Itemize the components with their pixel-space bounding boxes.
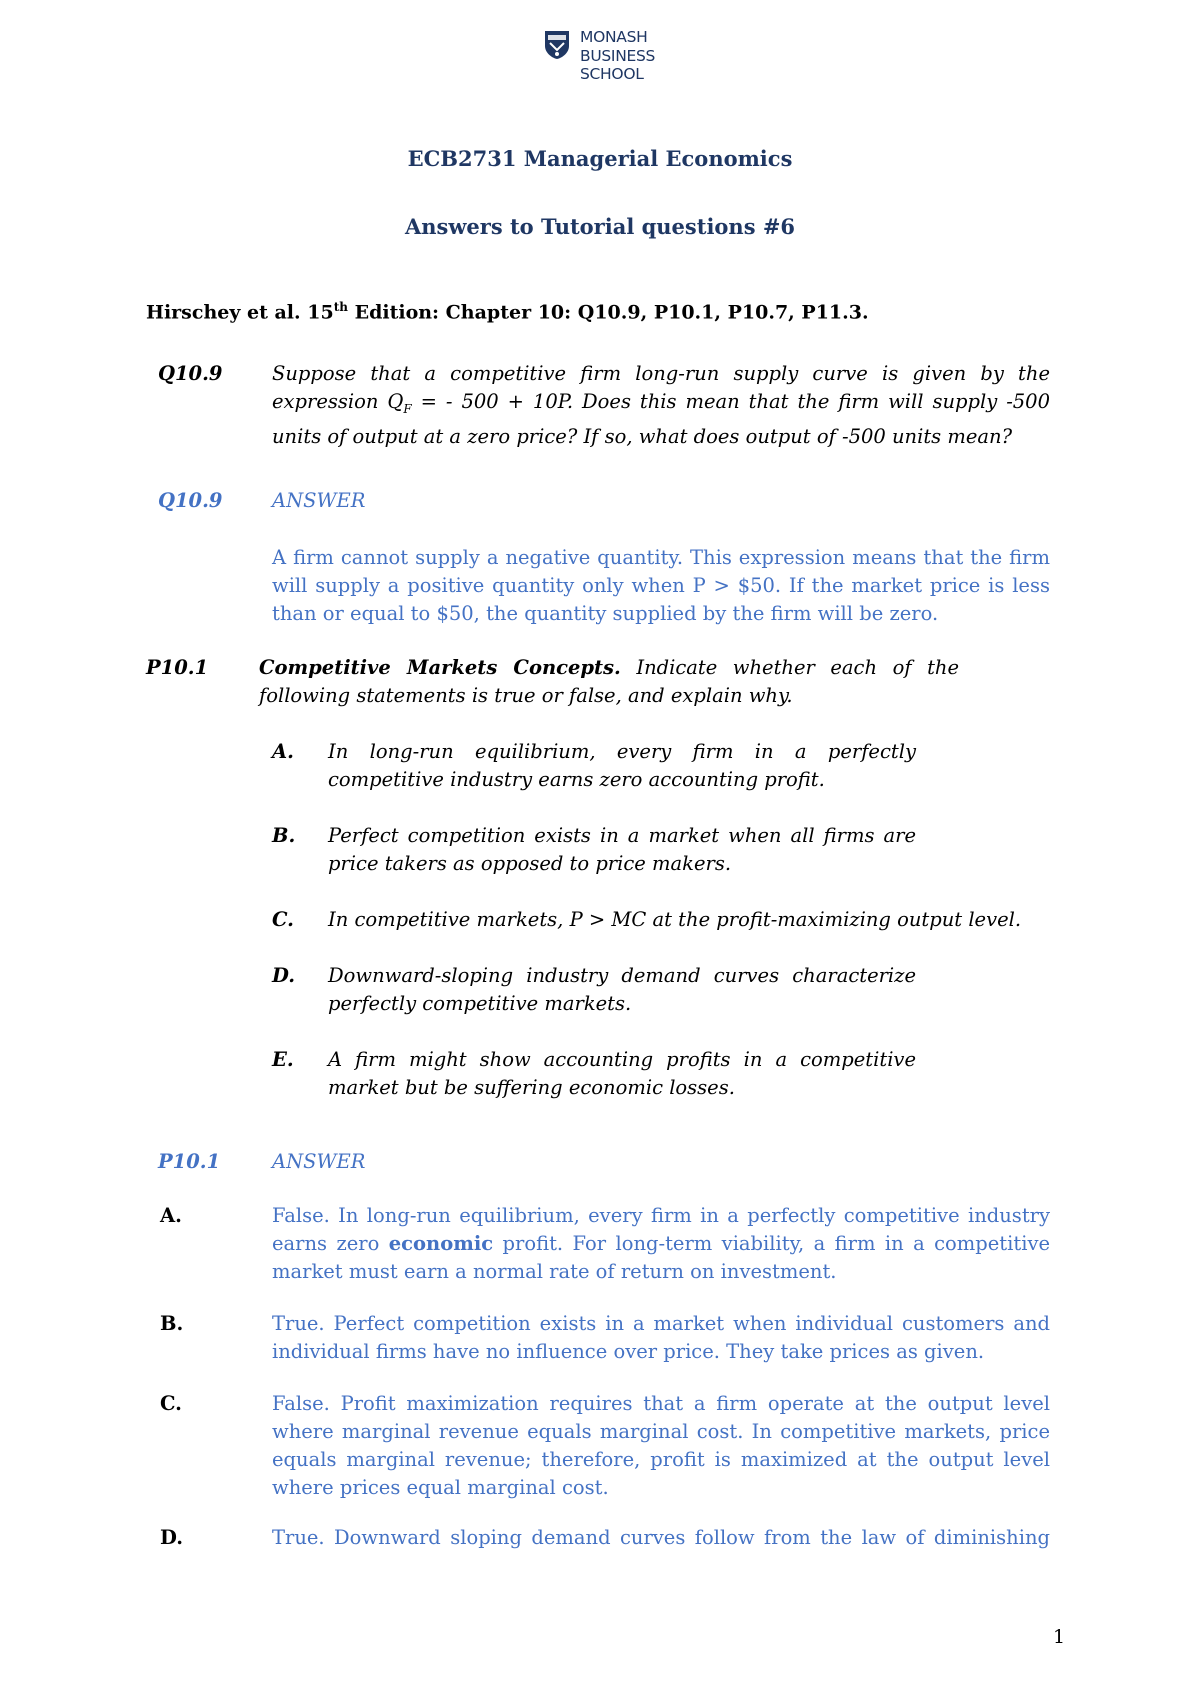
ref-sup: th	[333, 300, 348, 314]
answer-item-text	[272, 1202, 1050, 1286]
answer-item-text: True. Perfect competition exists in a market when individual customers and individual firms have no influence over price. They take prices as given.	[272, 1312, 1050, 1363]
ref-prefix: Hirschey et al. 15	[146, 301, 334, 324]
item-label: A.	[272, 740, 294, 763]
logo-line: MONASH	[580, 28, 648, 46]
answer-text: A firm cannot supply a negative quantity. This expression means that the firm will supply a positive quantity only when P > $50. If the market price is less than or equal to $50, the quantity supplied by the firm will be zero.	[272, 546, 1050, 625]
item-label: E.	[272, 1048, 294, 1071]
item-text: Perfect competition exists in a market when all firms are price takers as opposed to price makers.	[328, 824, 916, 875]
answer-item-label: D.	[160, 1526, 184, 1549]
question-line: units of output at a zero price? If so, what does output of -500 units mean?	[272, 424, 1013, 448]
item-label: C.	[272, 908, 294, 931]
problem-number: P10.1	[146, 656, 209, 679]
question-text	[272, 360, 1050, 451]
item-label: D.	[272, 964, 296, 987]
ref-suffix: Edition: Chapter 10: Q10.9, P10.1, P10.7, P11.3.	[347, 301, 869, 324]
answer-item-label: B.	[160, 1312, 184, 1335]
item-text: In long-run equilibrium, every firm in a perfectly competitive industry earns zero accounting profit.	[328, 740, 916, 791]
page-number: 1	[1053, 1626, 1066, 1648]
answer-a-bold: economic	[388, 1232, 494, 1255]
tutorial-subtitle: Answers to Tutorial questions #6	[404, 214, 796, 239]
item-text: Downward-sloping industry demand curves characterize perfectly competitive markets.	[328, 964, 916, 1015]
item-text: A firm might show accounting profits in a competitive market but be suffering economic losses.	[328, 1048, 916, 1099]
answer-item-text: False. Profit maximization requires that a firm operate at the output level where marginal revenue equals marginal cost. In competitive markets, price equals marginal revenue; therefore, profit is maximized at the output level where prices equal marginal cost.	[272, 1392, 1050, 1499]
answer-number: P10.1	[158, 1150, 221, 1173]
expr-post: = - 500 + 10P. Does this mean that the firm will supply -500	[411, 390, 1050, 413]
item-label: B.	[272, 824, 296, 847]
answer-number: Q10.9	[158, 489, 223, 512]
problem-lead-bold: Competitive Markets Concepts.	[259, 656, 621, 679]
logo-line: BUSINESS	[580, 46, 656, 65]
question-number: Q10.9	[158, 362, 223, 385]
problem-lead	[259, 654, 959, 710]
monash-crest-icon	[544, 30, 570, 60]
answer-item-label: C.	[160, 1392, 182, 1415]
monash-logo	[544, 28, 684, 84]
answer-heading: ANSWER	[272, 489, 366, 512]
answer-heading: ANSWER	[272, 1150, 366, 1173]
logo-line: SCHOOL	[580, 65, 644, 83]
chapter-reference	[146, 300, 869, 323]
answer-item-label: A.	[160, 1204, 182, 1227]
item-text: In competitive markets, P > MC at the profit-maximizing output level.	[328, 908, 1022, 931]
problem-lead-rest: Indicate whether each of the following statements is true or false, and explain why.	[259, 656, 960, 707]
course-title: ECB2731 Managerial Economics	[407, 146, 793, 171]
expr-sub: F	[403, 401, 412, 416]
question-line	[272, 388, 1050, 423]
question-line: Suppose that a competitive firm long-run supply curve is given by the	[272, 362, 1050, 385]
answer-item-text: True. Downward sloping demand curves follow from the law of diminishing	[272, 1526, 1050, 1549]
answer-a-pre: False. In long-run equilibrium, every firm in a perfectly competitive industry earns zero	[272, 1204, 1050, 1255]
expr-pre: expression Q	[272, 390, 404, 413]
answer-a-post: profit. For long-term viability, a firm in a competitive market must earn a normal rate of return on investment.	[272, 1232, 1050, 1283]
